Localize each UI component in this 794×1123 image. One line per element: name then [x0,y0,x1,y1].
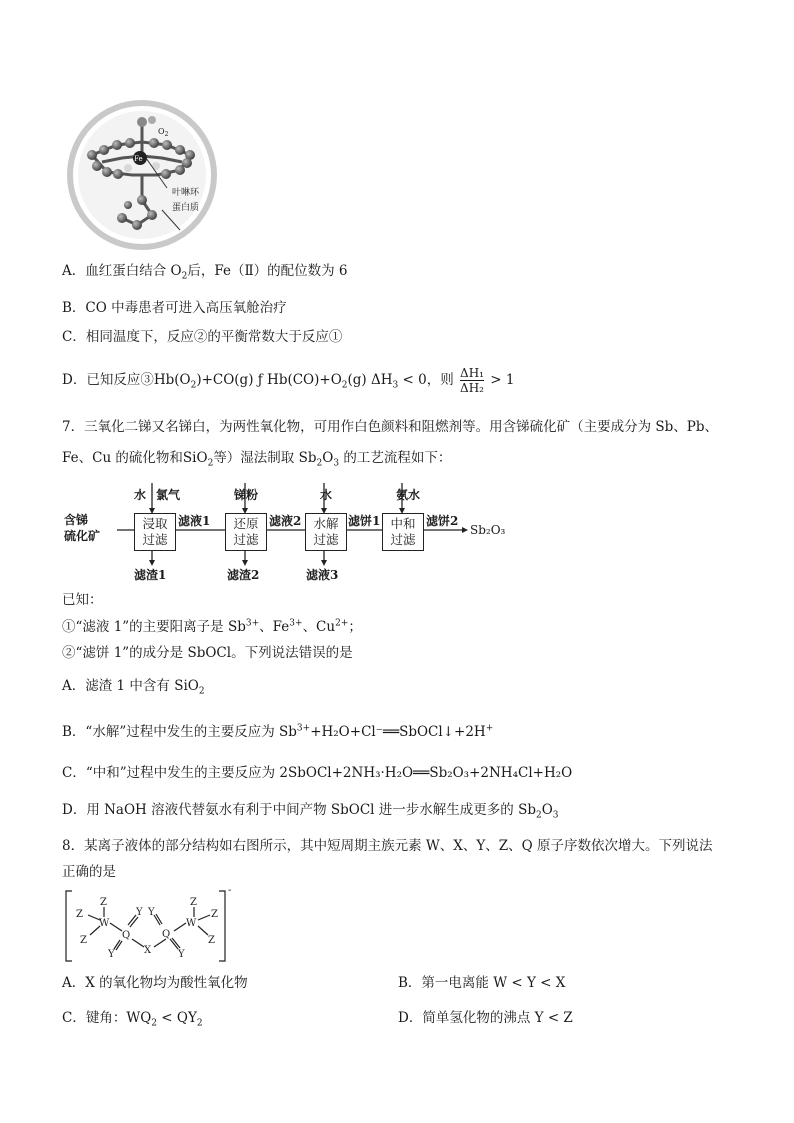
svg-text:Z: Z [211,909,218,920]
svg-text:W: W [186,918,197,929]
svg-text:X: X [144,945,152,956]
svg-text:Y: Y [136,907,143,918]
q8-stem-line1: 8．某离子液体的部分结构如右图所示，其中短周期主族元素 W、X、Y、Z、Q 原子序数依次增大。下列说法 [62,838,713,854]
filtrate1-label: 滤液1 [178,514,211,528]
step-neutralize-filter: 中和 过滤 [382,513,424,551]
process-flowchart [62,478,522,588]
q7-stem-line2: Fe、Cu 的硫化物和SiO$_2$等）湿法制取 $Sb_2O_3$ 的工艺流程如下： [62,450,452,469]
q8-stem-line2: 正确的是 [62,864,116,880]
input-sb-powder-label: 锑粉 [234,488,259,502]
q8-option-d: D．简单氢化物的沸点 Y < Z [398,1010,573,1026]
svg-text:Z: Z [208,935,215,946]
q6-option-a: A．血红蛋白结合 $O_2$后，Fe（Ⅱ）的配位数为 6 [62,263,348,282]
input-water-label: 水 [134,488,147,502]
q6-option-c: C．相同温度下，反应②的平衡常数大于反应① [62,329,343,345]
filtrate3-label: 滤液3 [306,568,339,582]
q7-known-2: ②“滤饼 1”的成分是 SbOCl。下列说法错误的是 [62,645,353,661]
svg-text:-: - [228,885,232,896]
step-hydrolysis-filter: 水解 过滤 [305,513,347,551]
svg-text:Q: Q [162,929,171,940]
filter-cake1-label: 滤饼1 [348,514,381,528]
residue1-label: 滤渣1 [134,568,167,582]
q7-option-d: D．用 NaOH 溶液代替氨水有利于中间产物 SbOCl 进一步水解生成更多的 $Sb_2O_3$ [62,802,559,821]
step-reduce-filter: 还原 过滤 [225,513,267,551]
q7-stem-line1: 7．三氧化二锑又名锑白，为两性氧化物，可用作白色颜料和阻燃剂等。用含锑硫化矿（主要成分为 Sb、Pb、 [62,419,718,435]
q8-option-c: C．键角：$WQ_2 < QY_2$ [62,1010,203,1029]
q8-option-b: B．第一电离能 W < Y < X [398,975,566,991]
q6-option-d: D．已知反应$③Hb(O_2)+CO(g)$ ƒ $Hb(CO)+O_2(g) \Delta H_3 < 0$，则 $\frac{\text{ΔH₁}}{\text{ΔH₂}}$ > 1 [62,366,515,395]
input-chlorine-label: 氯气 [156,488,181,502]
q7-known-heading: 已知： [62,592,103,608]
ionic-structure-figure [62,885,237,965]
svg-text:Z: Z [100,897,107,908]
svg-text:Z: Z [76,909,83,920]
svg-text:Z: Z [190,897,197,908]
raw-material-label: 含锑 硫化矿 [64,513,101,543]
filter-cake2-label: 滤饼2 [426,514,459,528]
q7-known-1: ①“滤液 1”的主要阳离子是 $Sb^{3+}$、$Fe^{3+}$、$Cu^{2+}$； [62,618,362,635]
input-water2-label: 水 [320,488,333,502]
svg-text:Y: Y [178,949,185,960]
q7-option-a: A．滤渣 1 中含有 SiO$_2$ [62,678,205,697]
svg-text:W: W [99,918,110,929]
svg-text:Z: Z [80,935,87,946]
input-ammonia-label: 氨水 [396,488,421,502]
q8-option-a: A．X 的氧化物均为酸性氧化物 [62,975,248,991]
hemoglobin-figure [62,100,222,250]
step-leach-filter: 浸取 过滤 [134,513,176,551]
q7-option-b: B．“水解”过程中发生的主要反应为 $Sb^{3+}+H_2O+Cl^-══SbOCl↓+2H^+$ [62,723,494,740]
residue2-label: 滤渣2 [227,568,260,582]
product-label: Sb₂O₃ [470,523,506,537]
q7-option-c: C．“中和”过程中发生的主要反应为 2SbOCl+2NH₃·H₂O══Sb₂O₃+2NH₄Cl+H₂O [62,765,573,781]
porphyrin-label: 叶啉环 [172,188,200,198]
svg-text:Y: Y [148,907,155,918]
protein-label: 蛋白质 [172,203,200,213]
svg-text:O2: $O_2$ [158,127,169,138]
svg-text:Fe: Fe [134,155,143,163]
svg-text:Y: Y [108,949,115,960]
svg-text:Q: Q [122,930,131,941]
enthalpy-ratio: $\frac{\text{ΔH₁}}{\text{ΔH₂}}$ [460,366,484,395]
q6-option-b: B．CO 中毒患者可进入高压氧舱治疗 [62,300,287,316]
filtrate2-label: 滤液2 [269,514,302,528]
